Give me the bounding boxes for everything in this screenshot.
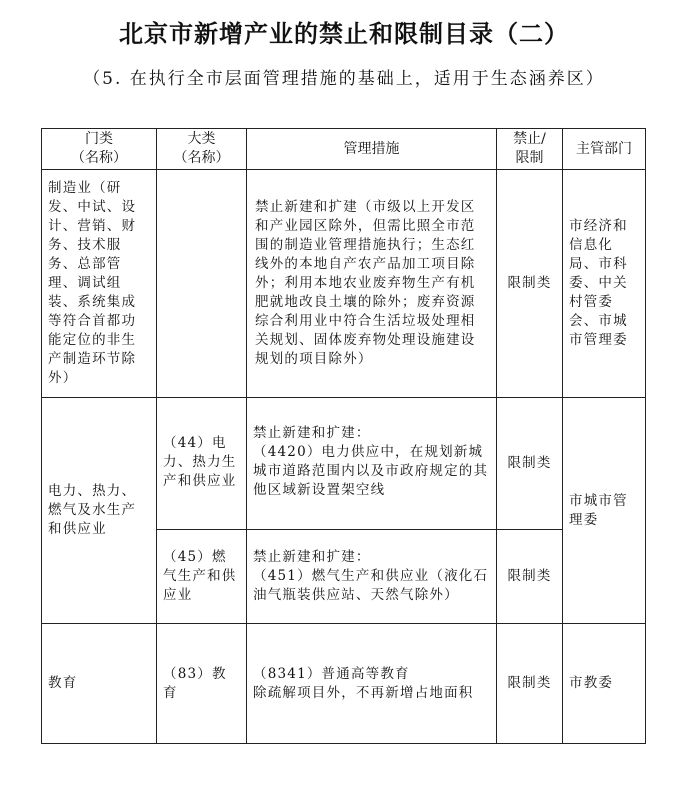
table-row xyxy=(42,170,646,398)
table-row xyxy=(42,624,646,744)
page-title: 北京市新增产业的禁止和限制目录（二） xyxy=(119,19,569,48)
header-major: 大类 （名称） xyxy=(157,129,247,170)
page-subtitle: （5. 在执行全市层面管理措施的基础上，适用于生态涵养区） xyxy=(83,69,605,89)
type-cell: 限制类 xyxy=(497,170,563,398)
header-dept: 主管部门 xyxy=(563,129,646,170)
header-type: 禁止/ 限制 xyxy=(497,129,563,170)
measures-cell: 禁止新建和扩建： （451）燃气生产和供应业（液化石油气瓶装供应站、天然气除外） xyxy=(247,530,497,624)
category-cell: 电力、热力、燃气及水生产和供应业 xyxy=(42,398,157,624)
type-cell: 限制类 xyxy=(497,530,563,624)
dept-cell: 市经济和信息化局、市科委、中关村管委会、市城市管理委 xyxy=(563,170,646,398)
measures-cell: 禁止新建和扩建： （4420）电力供应中，在规划新城城市道路范围内以及市政府规定的其他区域新设置架空线 xyxy=(247,398,497,530)
major-cell: （45）燃气生产和供应业 xyxy=(157,530,247,624)
catalog-table xyxy=(41,128,646,744)
major-cell: （83）教育 xyxy=(157,624,247,744)
header-measures: 管理措施 xyxy=(247,129,497,170)
dept-cell: 市教委 xyxy=(563,624,646,744)
type-cell: 限制类 xyxy=(497,624,563,744)
table-row xyxy=(42,398,646,530)
category-cell: 教育 xyxy=(42,624,157,744)
measures-cell: （8341）普通高等教育 除疏解项目外，不再新增占地面积 xyxy=(247,624,497,744)
table-header xyxy=(42,129,646,170)
major-cell: （44）电力、热力生产和供应业 xyxy=(157,398,247,530)
major-cell xyxy=(157,170,247,398)
type-cell: 限制类 xyxy=(497,398,563,530)
measures-cell: 禁止新建和扩建（市级以上开发区和产业园区除外，但需比照全市范围的制造业管理措施执行；生态红线外的本地自产农产品加工项目除外；利用本地农业废弃物生产有机肥就地改良土壤的除外；废弃资源综合利用业中符合生活垃圾处理相关规划、固体废弃物处理设施建设规划的项目除外） xyxy=(247,170,497,398)
header-category: 门类 （名称） xyxy=(42,129,157,170)
dept-cell: 市城市管理委 xyxy=(563,398,646,624)
category-cell: 制造业（研发、中试、设计、营销、财务、技术服务、总部管理、调试组装、系统集成等符合首都功能定位的非生产制造环节除外） xyxy=(42,170,157,398)
